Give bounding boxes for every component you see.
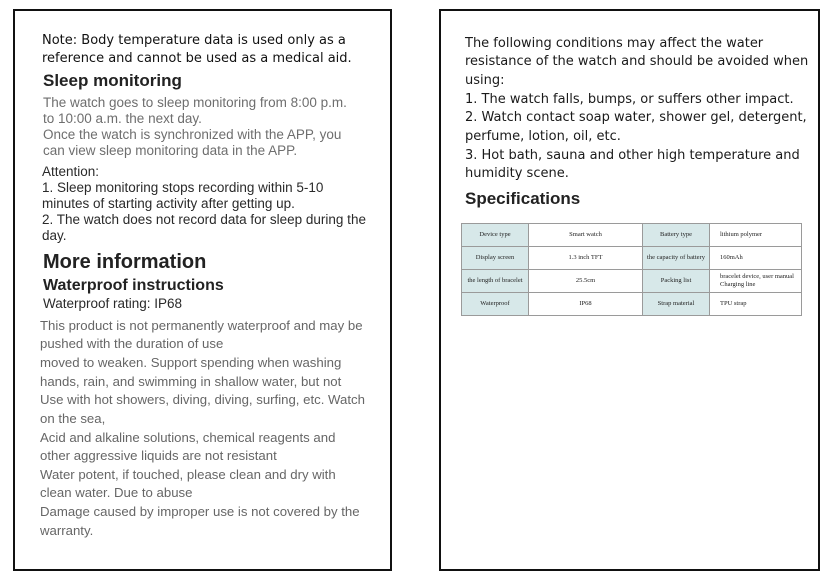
waterproof-rating: Waterproof rating: IP68 bbox=[43, 296, 183, 311]
spec-value: IP68 bbox=[529, 293, 643, 316]
waterproof-text-line-8: other aggressive liquids are not resistant bbox=[40, 448, 277, 463]
sleep-text-line-4: can view sleep monitoring data in the APP. bbox=[43, 143, 298, 158]
waterproof-text-line-3: moved to weaken. Support spending when washing bbox=[40, 355, 342, 370]
waterproof-text-line-5: Use with hot showers, diving, diving, surfing, etc. Watch bbox=[40, 392, 365, 407]
conditions-line-5: 2. Watch contact soap water, shower gel, detergent, bbox=[465, 110, 807, 125]
sleep-text-line-2: to 10:00 a.m. the next day. bbox=[43, 111, 202, 126]
waterproof-text-line-9: Water potent, if touched, please clean and dry with bbox=[40, 467, 336, 482]
spec-label: the capacity of battery bbox=[643, 247, 710, 270]
conditions-line-4: 1. The watch falls, bumps, or suffers other impact. bbox=[465, 92, 794, 107]
waterproof-text-line-4: hands, rain, and swimming in shallow water, but not bbox=[40, 374, 342, 389]
waterproof-text-line-11: Damage caused by improper use is not covered by the bbox=[40, 504, 360, 519]
waterproof-text-line-12: warranty. bbox=[40, 523, 94, 538]
table-row bbox=[462, 224, 802, 247]
waterproof-text-line-10: clean water. Due to abuse bbox=[40, 485, 193, 500]
waterproof-instructions-heading: Waterproof instructions bbox=[43, 277, 224, 294]
conditions-line-6: perfume, lotion, oil, etc. bbox=[465, 129, 621, 144]
spec-value: bracelet device, user manual Charging line bbox=[710, 270, 802, 293]
right-page bbox=[439, 9, 820, 571]
specifications-table bbox=[461, 223, 802, 316]
note-line-1: Note: Body temperature data is used only as a bbox=[42, 33, 346, 48]
sleep-monitoring-heading: Sleep monitoring bbox=[43, 71, 182, 90]
table-row bbox=[462, 293, 802, 316]
waterproof-text-line-1: This product is not permanently waterproof and may be bbox=[40, 318, 363, 333]
table-row bbox=[462, 270, 802, 293]
attention-line-2: minutes of starting activity after getting up. bbox=[42, 196, 295, 211]
spec-value: TPU strap bbox=[710, 293, 802, 316]
spec-value: Smart watch bbox=[529, 224, 643, 247]
spec-value: 160mAh bbox=[710, 247, 802, 270]
conditions-line-2: resistance of the watch and should be avoided when bbox=[465, 54, 809, 69]
spec-value: lithium polymer bbox=[710, 224, 802, 247]
conditions-line-3: using: bbox=[465, 73, 505, 88]
attention-line-3: 2. The watch does not record data for sleep during the bbox=[42, 212, 366, 227]
attention-line-1: 1. Sleep monitoring stops recording within 5-10 bbox=[42, 180, 324, 195]
waterproof-text-line-6: on the sea, bbox=[40, 411, 106, 426]
spec-label: Battery type bbox=[643, 224, 710, 247]
table-row bbox=[462, 247, 802, 270]
attention-line-4: day. bbox=[42, 228, 67, 243]
left-page bbox=[13, 9, 392, 571]
spec-label: Display screen bbox=[462, 247, 529, 270]
spec-label: Strap material bbox=[643, 293, 710, 316]
spec-label: Device type bbox=[462, 224, 529, 247]
more-information-heading: More information bbox=[43, 251, 207, 273]
spec-label: the length of bracelet bbox=[462, 270, 529, 293]
waterproof-text-line-2: pushed with the duration of use bbox=[40, 336, 224, 351]
waterproof-text-line-7: Acid and alkaline solutions, chemical reagents and bbox=[40, 430, 336, 445]
conditions-line-1: The following conditions may affect the water bbox=[465, 36, 764, 51]
note-line-2: reference and cannot be used as a medical aid. bbox=[42, 51, 352, 66]
spec-value: 25.5cm bbox=[529, 270, 643, 293]
attention-label: Attention: bbox=[42, 164, 100, 179]
spec-value: 1.3 inch TFT bbox=[529, 247, 643, 270]
sleep-text-line-1: The watch goes to sleep monitoring from 8:00 p.m. bbox=[43, 95, 347, 110]
conditions-line-8: humidity scene. bbox=[465, 166, 569, 181]
sleep-text-line-3: Once the watch is synchronized with the APP, you bbox=[43, 127, 342, 142]
conditions-line-7: 3. Hot bath, sauna and other high temperature and bbox=[465, 148, 800, 163]
spec-label: Waterproof bbox=[462, 293, 529, 316]
spec-label: Packing list bbox=[643, 270, 710, 293]
specifications-heading: Specifications bbox=[465, 189, 581, 208]
